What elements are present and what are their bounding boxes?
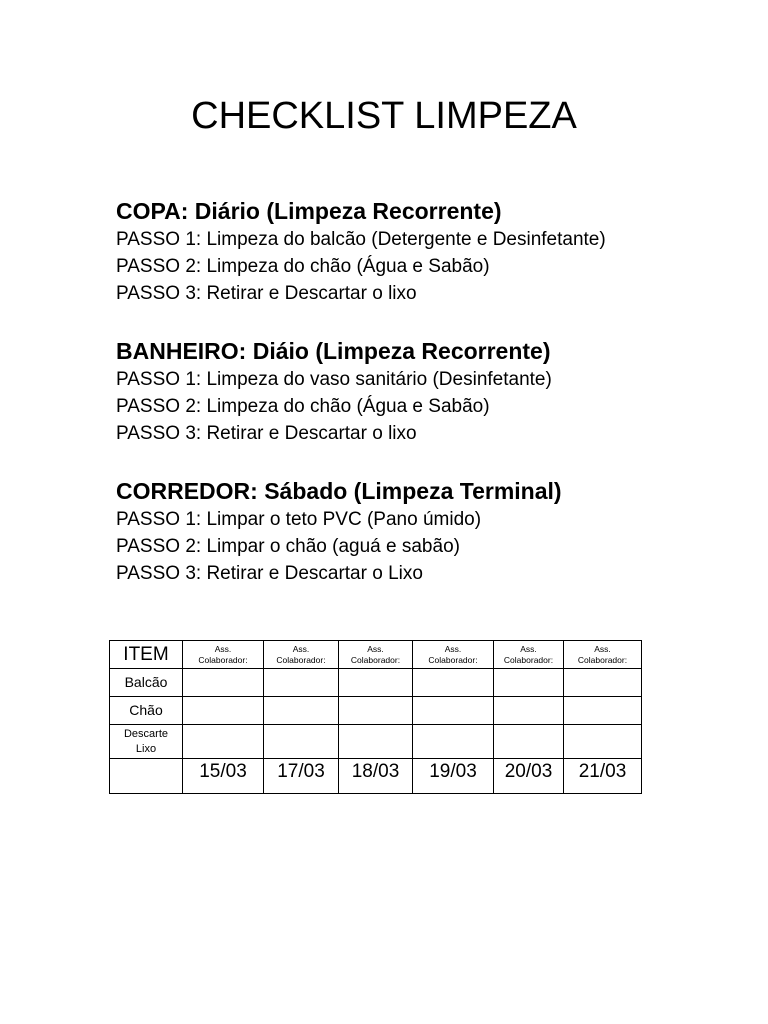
signature-cell[interactable]	[339, 697, 413, 725]
date-label: 19/03	[429, 761, 477, 782]
item-cell	[110, 697, 183, 725]
signature-cell[interactable]	[264, 669, 339, 697]
item-label: Balcão	[124, 673, 168, 690]
step-1: PASSO 1: Limpar o teto PVC (Pano úmido)	[116, 509, 482, 530]
date-label: 15/03	[199, 761, 247, 782]
table-row	[110, 697, 642, 725]
signature-cell[interactable]	[183, 669, 264, 697]
date-cell	[494, 759, 564, 794]
signature-cell[interactable]	[494, 725, 564, 759]
signature-cell[interactable]	[413, 725, 494, 759]
date-label: 18/03	[351, 761, 400, 782]
section-corredor	[116, 476, 736, 587]
page-title: CHECKLIST LIMPEZA	[191, 95, 577, 137]
signature-cell[interactable]	[264, 725, 339, 759]
date-cell	[264, 759, 339, 794]
signature-cell[interactable]	[564, 669, 642, 697]
ass-label: Ass.	[594, 643, 611, 654]
section-copa	[116, 196, 736, 307]
signature-cell[interactable]	[183, 725, 264, 759]
step-3: PASSO 3: Retirar e Descartar o Lixo	[116, 563, 423, 584]
date-cell	[413, 759, 494, 794]
date-label: 20/03	[504, 761, 553, 782]
ass-label: Ass.	[367, 643, 384, 654]
step-2: PASSO 2: Limpeza do chão (Água e Sabão)	[116, 256, 490, 277]
signature-cell[interactable]	[339, 669, 413, 697]
signature-cell[interactable]	[564, 725, 642, 759]
ass-label: Ass.	[444, 643, 462, 654]
section-heading: CORREDOR: Sábado (Limpeza Terminal)	[116, 478, 562, 504]
ass-label: Ass.	[214, 643, 232, 654]
signature-cell[interactable]	[264, 697, 339, 725]
date-label: 21/03	[578, 761, 627, 782]
colaborador-label: Colaborador:	[276, 654, 326, 665]
ass-label: Ass.	[520, 643, 537, 654]
colaborador-label: Colaborador:	[350, 654, 401, 665]
signature-header-cell	[413, 641, 494, 669]
colaborador-label: Colaborador:	[428, 654, 478, 665]
signature-cell[interactable]	[494, 697, 564, 725]
step-2: PASSO 2: Limpar o chão (aguá e sabão)	[116, 536, 460, 557]
table-header-row	[110, 641, 642, 669]
signature-header-cell	[339, 641, 413, 669]
step-3: PASSO 3: Retirar e Descartar o lixo	[116, 423, 417, 444]
signature-cell[interactable]	[339, 725, 413, 759]
signature-header-cell	[264, 641, 339, 669]
signature-cell[interactable]	[564, 697, 642, 725]
item-cell	[110, 725, 183, 759]
step-1: PASSO 1: Limpeza do balcão (Detergente e Desinfetante)	[116, 229, 606, 250]
signature-cell[interactable]	[494, 669, 564, 697]
item-label-line-2: Lixo	[135, 742, 157, 755]
date-cell	[564, 759, 642, 794]
date-cell	[339, 759, 413, 794]
item-header-cell	[110, 641, 183, 669]
checklist-table	[109, 640, 642, 794]
colaborador-label: Colaborador:	[577, 654, 628, 665]
ass-label: Ass.	[292, 643, 310, 654]
signature-cell[interactable]	[413, 697, 494, 725]
date-label: 17/03	[277, 761, 325, 782]
table-dates-row	[110, 759, 642, 794]
table-row	[110, 669, 642, 697]
item-label-line-1: Descarte	[123, 727, 169, 740]
item-cell	[110, 669, 183, 697]
table-row	[110, 725, 642, 759]
signature-cell[interactable]	[183, 697, 264, 725]
signature-header-cell	[183, 641, 264, 669]
empty-cell	[110, 759, 183, 794]
date-cell	[183, 759, 264, 794]
item-header-label: ITEM	[123, 643, 169, 665]
step-1: PASSO 1: Limpeza do vaso sanitário (Desinfetante)	[116, 369, 552, 390]
step-3: PASSO 3: Retirar e Descartar o lixo	[116, 283, 417, 304]
item-label: Chão	[129, 701, 163, 718]
colaborador-label: Colaborador:	[198, 654, 248, 665]
signature-header-cell	[494, 641, 564, 669]
signature-header-cell	[564, 641, 642, 669]
section-banheiro	[116, 336, 736, 447]
colaborador-label: Colaborador:	[503, 654, 554, 665]
section-heading: BANHEIRO: Diáio (Limpeza Recorrente)	[116, 338, 551, 364]
section-heading: COPA: Diário (Limpeza Recorrente)	[116, 198, 502, 224]
step-2: PASSO 2: Limpeza do chão (Água e Sabão)	[116, 396, 490, 417]
signature-cell[interactable]	[413, 669, 494, 697]
